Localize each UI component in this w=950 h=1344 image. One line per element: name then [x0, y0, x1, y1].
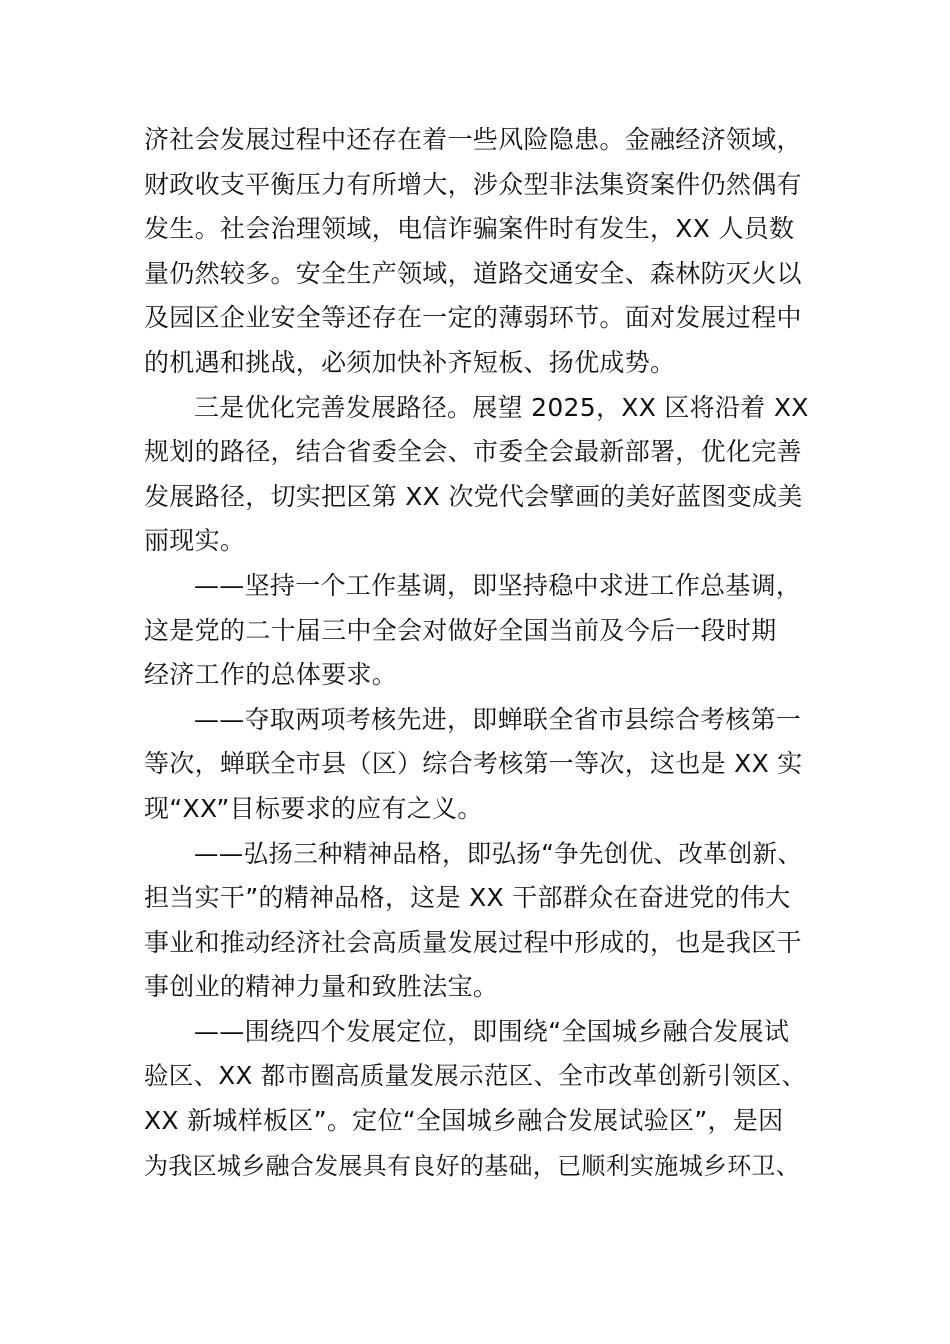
paragraph-first-line: ——围绕四个发展定位，即围绕“全国城乡融合发展试 — [194, 1016, 790, 1046]
text-line: 丽现实。 — [144, 526, 246, 556]
text-line: 规划的路径，结合省委全会、市委全会最新部署，优化完善 — [144, 437, 802, 467]
text-line: 事业和推动经济社会高质量发展过程中形成的，也是我区干 — [144, 927, 802, 957]
text-line: 现“XX”目标要求的应有之义。 — [144, 793, 483, 823]
text-line: 事创业的精神力量和致胜法宝。 — [144, 972, 499, 1002]
text-line: 担当实干”的精神品格，这是 XX 干部群众在奋进党的伟大 — [144, 883, 791, 913]
paragraph-first-line: ——弘扬三种精神品格，即弘扬“争先创优、改革创新、 — [194, 838, 803, 868]
text-line: 经济工作的总体要求。 — [144, 660, 398, 690]
text-line: 发展路径，切实把区第 XX 次党代会擘画的美好蓝图变成美 — [144, 481, 803, 511]
text-line: 这是党的二十届三中全会对做好全国当前及今后一段时期 — [144, 615, 777, 645]
document-body — [144, 118, 810, 1188]
text-line: 为我区城乡融合发展具有良好的基础，已顺利实施城乡环卫、 — [144, 1151, 801, 1180]
text-line: XX 新城样板区”。定位“全国城乡融合发展试验区”，是因 — [144, 1106, 784, 1136]
text-line: 的机遇和挑战，必须加快补齐短板、扬优成势。 — [144, 347, 676, 377]
text-line: 及园区企业安全等还存在一定的薄弱环节。面对发展过程中 — [144, 303, 802, 333]
text-line: 验区、XX 都市圈高质量发展示范区、全市改革创新引领区、 — [144, 1061, 807, 1091]
text-line: 量仍然较多。安全生产领域，道路交通安全、森林防灭火以 — [144, 258, 802, 288]
text-line: 等次，蝉联全市县（区）综合考核第一等次，这也是 XX 实 — [144, 749, 803, 779]
text-line: 济社会发展过程中还存在着一些风险隐患。金融经济领域， — [144, 125, 802, 154]
paragraph-first-line: 三是优化完善发展路径。展望 2025，XX 区将沿着 XX — [194, 392, 809, 422]
paragraph-first-line: ——夺取两项考核先进，即蝉联全省市县综合考核第一 — [194, 704, 802, 734]
text-line: 发生。社会治理领域，电信诈骗案件时有发生，XX 人员数 — [144, 214, 795, 244]
paragraph-first-line: ——坚持一个工作基调，即坚持稳中求进工作总基调， — [194, 570, 802, 600]
text-line: 财政收支平衡压力有所增大，涉众型非法集资案件仍然偶有 — [144, 169, 802, 199]
